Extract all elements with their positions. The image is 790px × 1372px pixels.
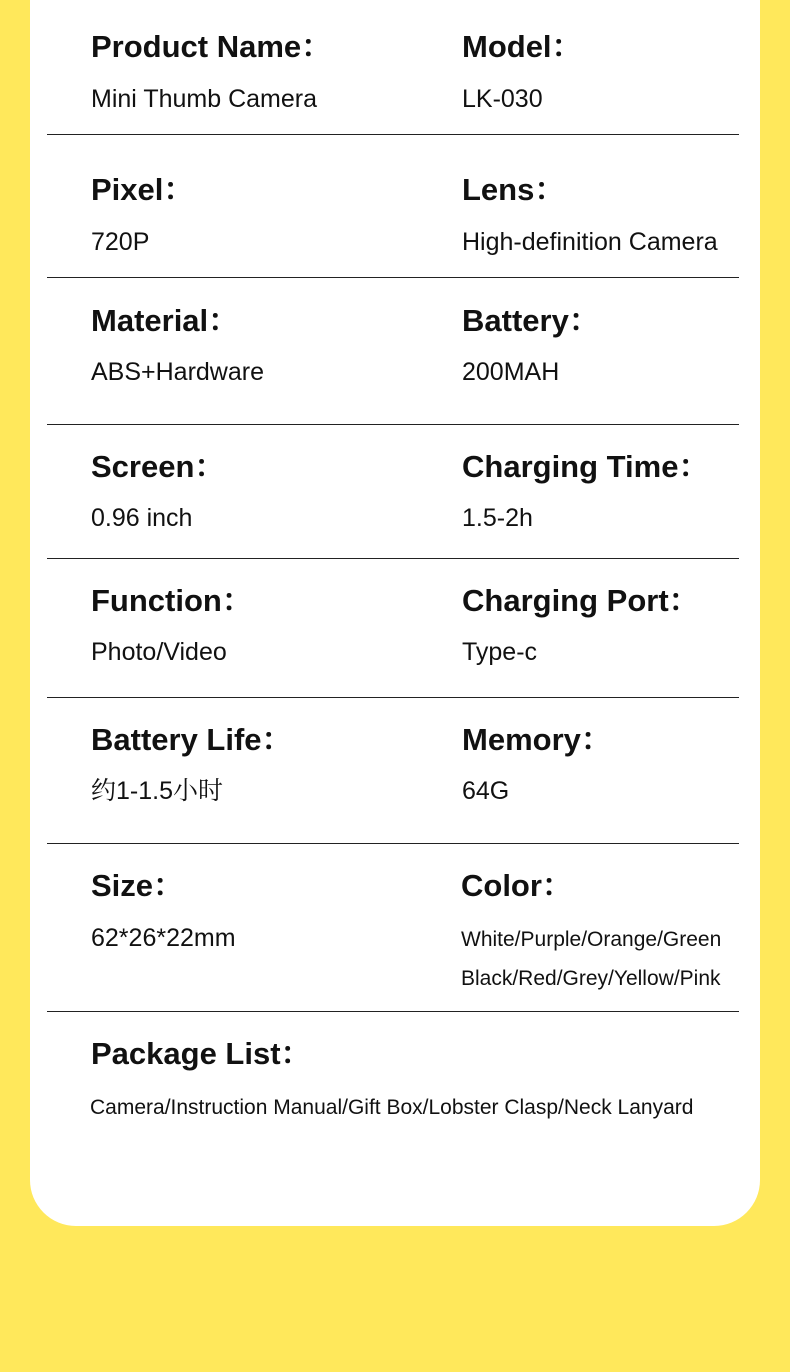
spec-value: 62*26*22mm xyxy=(91,924,236,952)
spec-label: Product Name： xyxy=(91,29,333,64)
spec-label: Size： xyxy=(91,868,185,903)
spec-card xyxy=(30,0,760,1226)
spec-value: Mini Thumb Camera xyxy=(91,85,318,113)
spec-label: Charging Port： xyxy=(462,583,700,618)
spec-row-pixel-lens xyxy=(47,135,739,278)
spec-value: Type-c xyxy=(462,638,538,666)
spec-row-size-color xyxy=(47,844,739,1012)
spec-value: LK-030 xyxy=(462,85,543,113)
spec-label: Pixel： xyxy=(91,172,195,207)
spec-value: Photo/Video xyxy=(91,638,227,666)
spec-row-product-model xyxy=(47,0,739,135)
spec-value: 200MAH xyxy=(462,358,560,386)
spec-row-battery-life-memory xyxy=(47,698,739,844)
spec-label: Function： xyxy=(91,583,253,618)
spec-label: Lens： xyxy=(462,172,566,207)
spec-label: Battery Life： xyxy=(91,722,293,757)
spec-value-line: Black/Red/Grey/Yellow/Pink xyxy=(461,967,721,990)
spec-label: Battery： xyxy=(462,303,600,338)
spec-value: Camera/Instruction Manual/Gift Box/Lobster Clasp/Neck Lanyard xyxy=(90,1096,694,1119)
spec-label: Color： xyxy=(461,868,573,903)
spec-label: Screen： xyxy=(91,449,226,484)
spec-value: High-definition Camera xyxy=(462,228,718,256)
spec-value: 1.5-2h xyxy=(462,504,533,532)
spec-value: 64G xyxy=(462,777,510,805)
spec-value: ABS+Hardware xyxy=(91,358,264,386)
spec-label: Charging Time： xyxy=(462,449,710,484)
spec-value: 720P xyxy=(91,228,150,256)
spec-row-material-battery xyxy=(47,278,739,425)
spec-row-screen-charging-time xyxy=(47,425,739,559)
spec-label: Material： xyxy=(91,303,240,338)
spec-value-line: White/Purple/Orange/Green xyxy=(461,928,722,951)
spec-label: Memory： xyxy=(462,722,612,757)
spec-label: Package List： xyxy=(91,1036,312,1071)
spec-row-package-list xyxy=(47,1012,739,1152)
spec-value: 约1-1.5小时 xyxy=(91,777,223,805)
spec-row-function-charging-port xyxy=(47,559,739,698)
spec-label: Model： xyxy=(462,29,583,64)
spec-value: 0.96 inch xyxy=(91,504,193,532)
